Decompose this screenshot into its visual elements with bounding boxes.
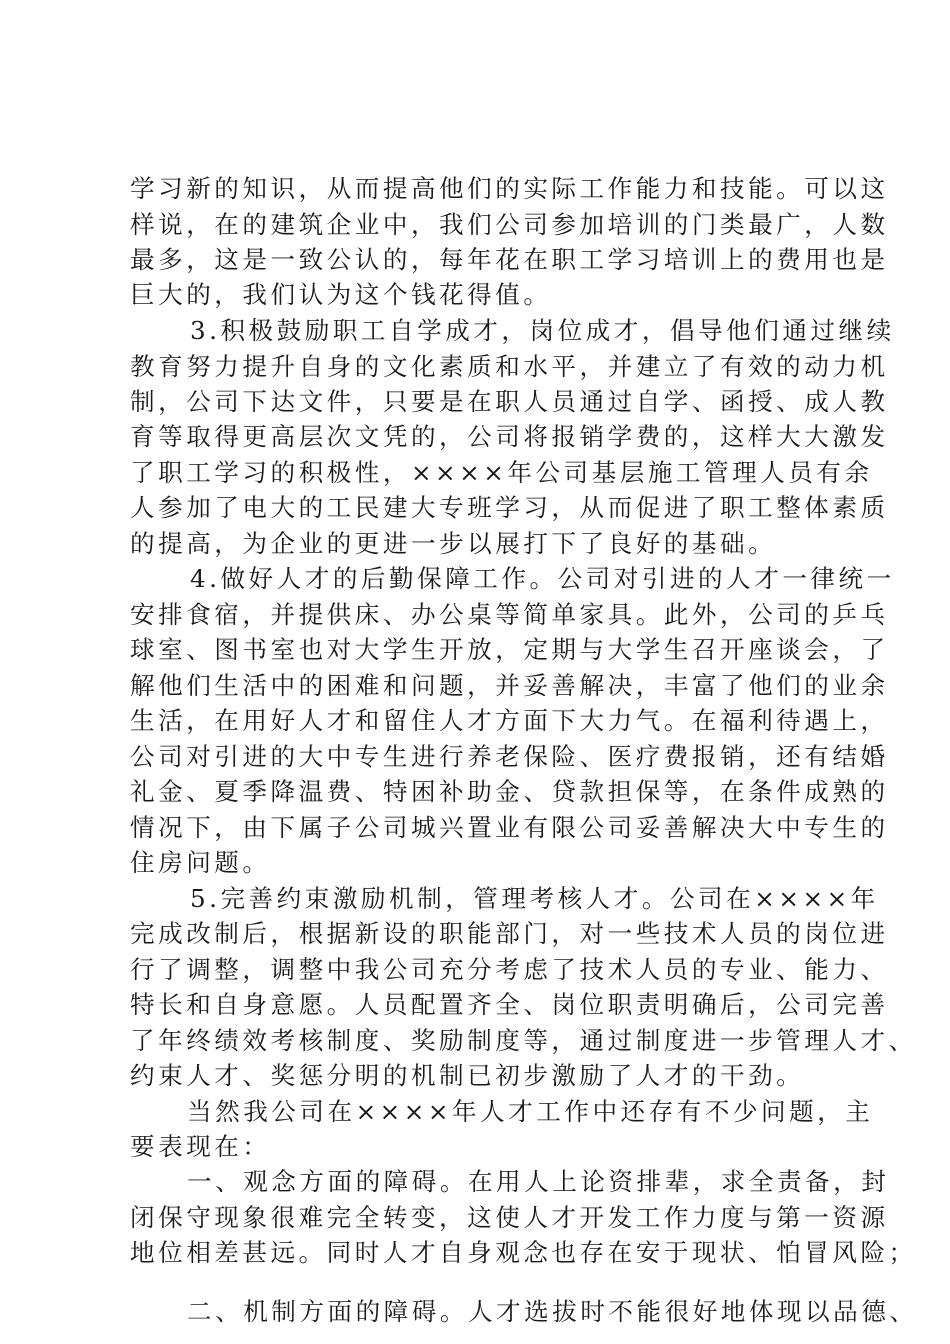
text-line: 约束人才、奖惩分明的机制已初步激励了人才的干劲。 — [130, 1061, 805, 1090]
text-line: 公司对引进的大中专生进行养老保险、医疗费报销，还有结婚 — [130, 742, 889, 771]
text-line: 安排食宿，并提供床、办公桌等简单家具。此外，公司的乒乓 — [130, 600, 889, 629]
text-line: 情况下，由下属子公司城兴置业有限公司妥善解决大中专生的 — [130, 813, 889, 842]
text-line: 3.积极鼓励职工自学成才，岗位成才，倡导他们通过继续 — [190, 316, 895, 345]
text-line: 学习新的知识，从而提高他们的实际工作能力和技能。可以这 — [130, 174, 889, 203]
text-line: 最多，这是一致公认的，每年花在职工学习培训上的费用也是 — [130, 245, 889, 274]
text-line: 了职工学习的积极性，××××年公司基层施工管理人员有余 — [130, 458, 873, 487]
text-line: 教育努力提升自身的文化素质和水平，并建立了有效的动力机 — [130, 352, 889, 381]
text-line: 解他们生活中的困难和问题，并妥善解决，丰富了他们的业余 — [130, 671, 889, 700]
text-line: 育等取得更高层次文凭的，公司将报销学费的，这样大大激发 — [130, 422, 889, 451]
text-line: 球室、图书室也对大学生开放，定期与大学生召开座谈会，了 — [130, 635, 889, 664]
text-line: 二、机制方面的障碍。人才选拔时不能很好地体现以品德、 — [187, 1297, 918, 1326]
text-line: 地位相差甚远。同时人才自身观念也存在安于现状、怕冒风险； — [130, 1238, 917, 1267]
text-line: 5.完善约束激励机制，管理考核人才。公司在××××年 — [190, 884, 879, 913]
text-line: 一、观念方面的障碍。在用人上论资排辈，求全责备，封 — [187, 1167, 890, 1196]
text-line: 4.做好人才的后勤保障工作。公司对引进的人才一律统一 — [190, 564, 895, 593]
text-line: 行了调整，调整中我公司充分考虑了技术人员的专业、能力、 — [130, 955, 889, 984]
text-line: 样说，在的建筑企业中，我们公司参加培训的门类最广，人数 — [130, 210, 889, 239]
text-line: 闭保守现象很难完全转变，这使人才开发工作力度与第一资源 — [130, 1203, 889, 1232]
text-line: 了年终绩效考核制度、奖励制度等，通过制度进一步管理人才、 — [130, 1026, 917, 1055]
text-line: 当然我公司在××××年人才工作中还存有不少问题，主 — [187, 1097, 874, 1126]
text-line: 人参加了电大的工民建大专班学习，从而促进了职工整体素质 — [130, 493, 889, 522]
text-line: 完成改制后，根据新设的职能部门，对一些技术人员的岗位进 — [130, 919, 889, 948]
text-line: 制，公司下达文件，只要是在职人员通过自学、函授、成人教 — [130, 387, 889, 416]
text-line: 住房问题。 — [130, 848, 271, 877]
text-line: 特长和自身意愿。人员配置齐全、岗位职责明确后，公司完善 — [130, 990, 889, 1019]
text-line: 的提高，为企业的更进一步以展打下了良好的基础。 — [130, 529, 777, 558]
text-line: 礼金、夏季降温费、特困补助金、贷款担保等，在条件成熟的 — [130, 777, 889, 806]
text-line: 巨大的，我们认为这个钱花得值。 — [130, 280, 552, 309]
text-line: 生活，在用好人才和留住人才方面下大力气。在福利待遇上， — [130, 706, 889, 735]
text-line: 要表现在： — [130, 1132, 271, 1161]
